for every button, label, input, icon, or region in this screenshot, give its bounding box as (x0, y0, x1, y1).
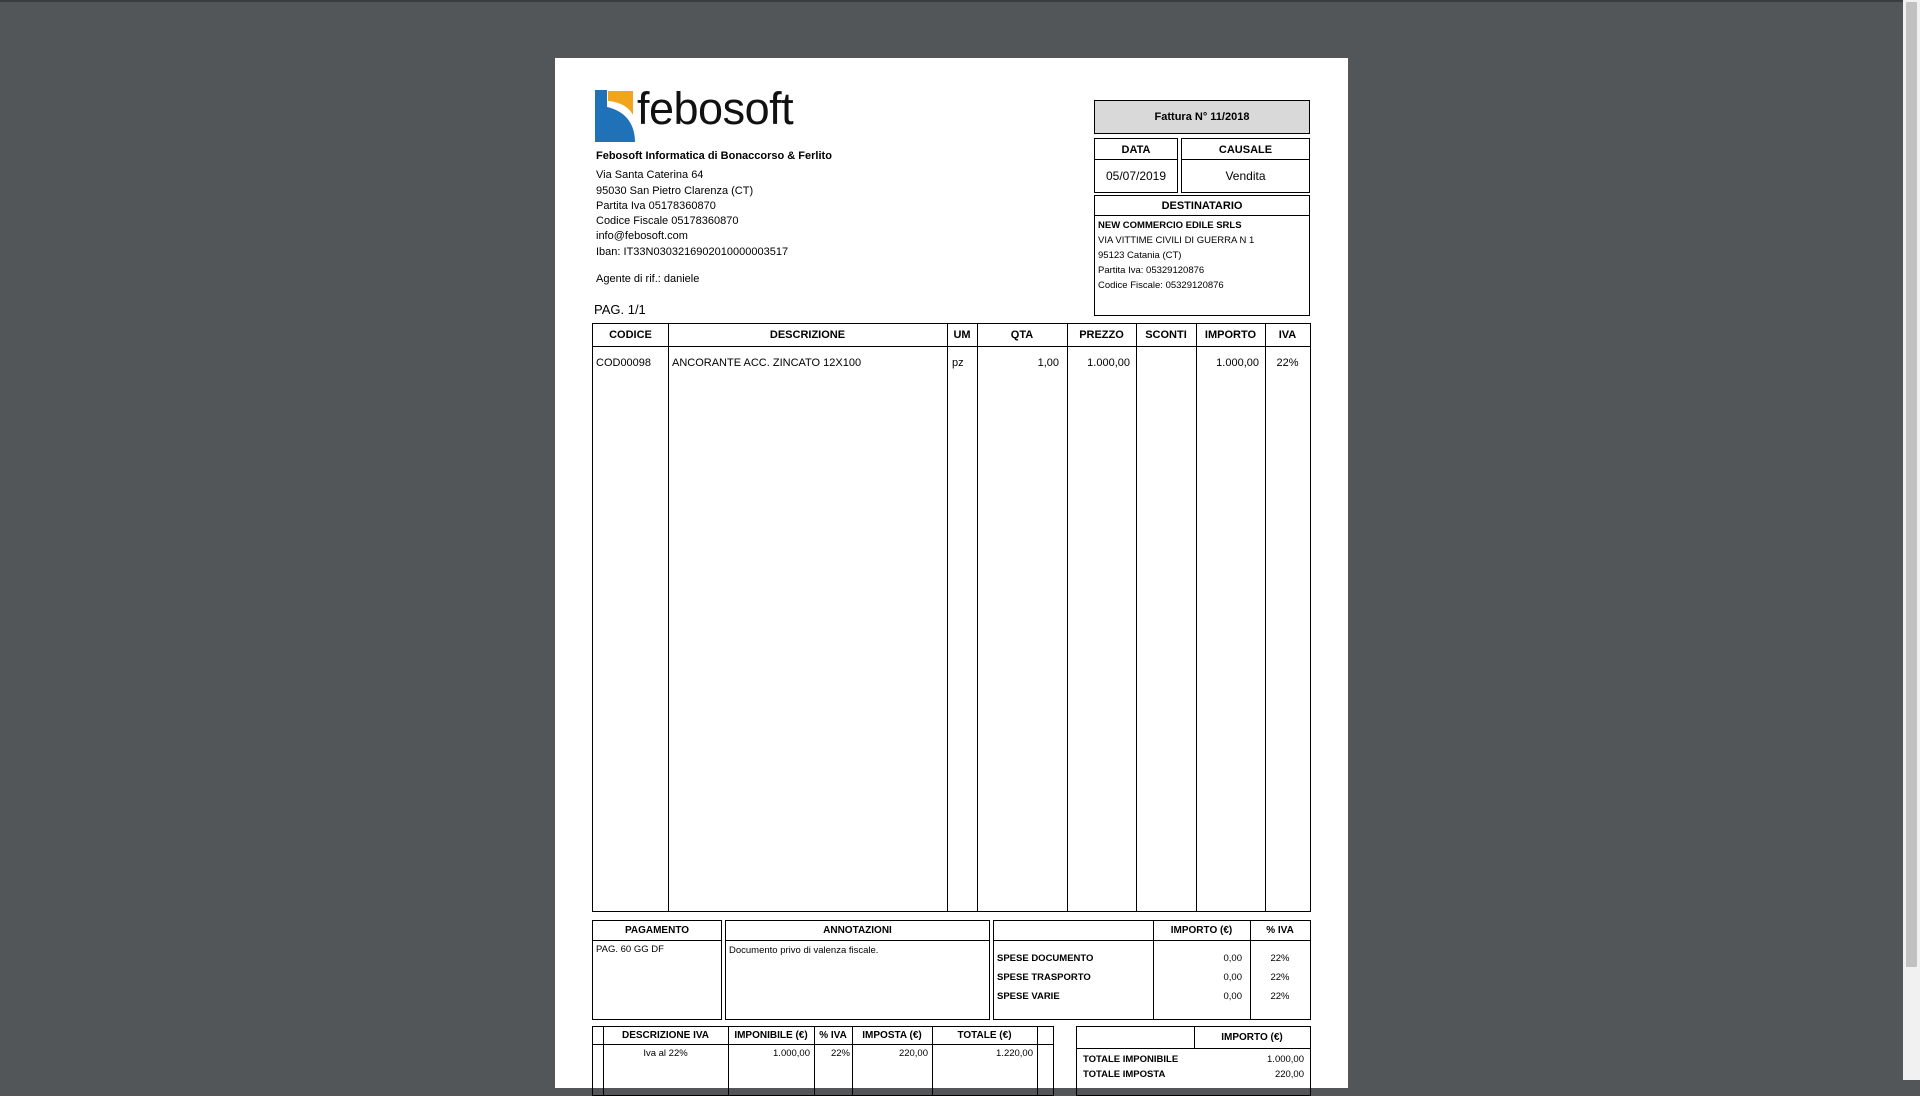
expense-amount-transport: 0,00 (1223, 972, 1242, 983)
recipient-header: DESTINATARIO (1161, 200, 1243, 212)
logo-wordmark: febosoft (637, 83, 794, 134)
recipient-box (1094, 195, 1310, 316)
total-taxable-label: TOTALE IMPONIBILE (1083, 1054, 1179, 1065)
expense-vat-misc: 22% (1270, 991, 1290, 1002)
page-number: PAG. 1/1 (594, 302, 646, 317)
invoice-date: 05/07/2019 (1105, 169, 1167, 183)
item-amount: 1.000,00 (1216, 357, 1259, 369)
expenses-header-vat: % IVA (1266, 925, 1294, 936)
col-header-qta: QTA (1010, 329, 1034, 341)
expense-amount-misc: 0,00 (1223, 991, 1242, 1002)
vat-summary-table (592, 1026, 1054, 1096)
vat-header-tax: IMPOSTA (€) (862, 1030, 922, 1041)
item-qty: 1,00 (1037, 357, 1059, 369)
vat-header-total: TOTALE (€) (957, 1030, 1012, 1041)
sender-agent: Agente di rif.: daniele (596, 273, 700, 286)
vat-header-rate: % IVA (819, 1030, 847, 1041)
item-description: ANCORANTE ACC. ZINCATO 12X100 (672, 357, 862, 369)
payment-value: PAG. 60 GG DF (596, 944, 664, 955)
invoice-title-box (1094, 100, 1310, 134)
vat-row-rate: 22% (830, 1048, 850, 1059)
item-price: 1.000,00 (1087, 357, 1130, 369)
total-taxable-value: 1.000,00 (1267, 1054, 1304, 1065)
col-header-sconti: SCONTI (1145, 329, 1187, 341)
items-table (592, 323, 1311, 912)
vat-header-taxable: IMPONIBILE (€) (734, 1030, 808, 1041)
viewer-top-border (0, 0, 1903, 2)
expense-amount-document: 0,00 (1223, 953, 1242, 964)
sender-iban: Iban: IT33N0303216902010000003517 (596, 245, 789, 258)
sender-city: 95030 San Pietro Clarenza (CT) (596, 184, 754, 197)
item-um: pz (952, 357, 964, 369)
sender-email: info@febosoft.com (596, 230, 688, 243)
date-box (1094, 138, 1178, 193)
total-tax-label: TOTALE IMPOSTA (1083, 1069, 1166, 1080)
vat-row-taxable: 1.000,00 (773, 1048, 810, 1059)
total-tax-value: 220,00 (1274, 1069, 1304, 1080)
notes-box (725, 920, 990, 1020)
recipient-city: 95123 Catania (CT) (1098, 250, 1182, 261)
vertical-scrollbar[interactable] (1903, 0, 1920, 1080)
item-vat: 22% (1276, 357, 1299, 369)
invoice-page (555, 58, 1348, 1088)
vat-row-description: Iva al 22% (643, 1048, 688, 1059)
expense-label-misc: SPESE VARIE (997, 991, 1060, 1002)
col-header-um: UM (953, 329, 971, 341)
expense-label-document: SPESE DOCUMENTO (997, 953, 1094, 964)
recipient-vat: Partita Iva: 05329120876 (1098, 265, 1205, 276)
expense-vat-document: 22% (1270, 953, 1290, 964)
expense-vat-transport: 22% (1270, 972, 1290, 983)
febosoft-logo-icon (593, 90, 637, 142)
totals-header: IMPORTO (€) (1221, 1032, 1283, 1043)
sender-tax-code: Codice Fiscale 05178360870 (596, 215, 739, 228)
expenses-header-amount: IMPORTO (€) (1170, 925, 1233, 936)
reason-label: CAUSALE (1218, 144, 1273, 156)
recipient-name: NEW COMMERCIO EDILE SRLS (1098, 220, 1242, 231)
invoice-title: Fattura N° 11/2018 (1154, 111, 1250, 123)
date-label: DATA (1121, 144, 1151, 156)
payment-box (592, 920, 722, 1020)
item-code: COD00098 (596, 357, 652, 369)
col-header-iva: IVA (1278, 329, 1297, 341)
sender-block (596, 149, 832, 287)
vat-row-total: 1.220,00 (996, 1048, 1033, 1059)
col-header-importo: IMPORTO (1204, 329, 1257, 341)
notes-header: ANNOTAZIONI (823, 925, 892, 936)
sender-vat: Partita Iva 05178360870 (596, 199, 716, 212)
reason-box (1181, 138, 1310, 193)
notes-value: Documento privo di valenza fiscale. (729, 945, 879, 956)
vat-row-tax: 220,00 (898, 1048, 928, 1059)
recipient-tax-code: Codice Fiscale: 05329120876 (1098, 280, 1224, 291)
payment-header: PAGAMENTO (624, 925, 690, 936)
vat-header-description: DESCRIZIONE IVA (621, 1030, 710, 1041)
recipient-address: VIA VITTIME CIVILI DI GUERRA N 1 (1098, 235, 1255, 246)
expense-label-transport: SPESE TRASPORTO (997, 972, 1091, 983)
scrollbar-thumb[interactable] (1906, 2, 1917, 967)
col-header-prezzo: PREZZO (1079, 329, 1124, 341)
sender-address: Via Santa Caterina 64 (596, 169, 704, 182)
invoice-reason: Vendita (1225, 169, 1266, 183)
col-header-codice: CODICE (609, 329, 652, 341)
sender-name: Febosoft Informatica di Bonaccorso & Ferlito (596, 150, 832, 162)
col-header-descrizione: DESCRIZIONE (769, 329, 846, 341)
totals-box (1076, 1026, 1311, 1096)
expenses-box (993, 920, 1311, 1020)
